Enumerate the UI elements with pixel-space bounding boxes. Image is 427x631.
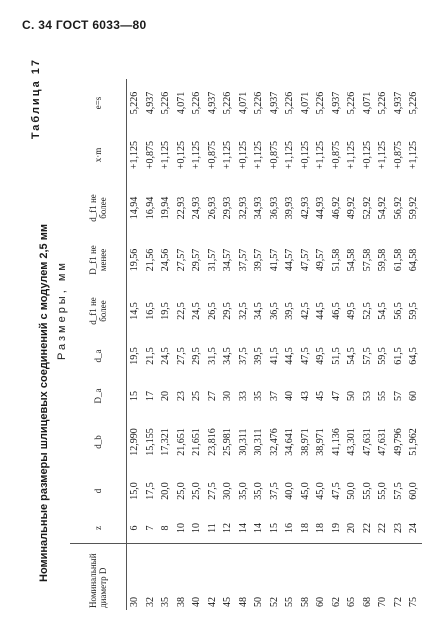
table-cell: 44,93 <box>315 196 327 220</box>
table-cell: 8 <box>160 525 172 531</box>
column-header: D_a <box>70 377 127 415</box>
table-cell: +1,125 <box>346 140 358 170</box>
table-cell: +1,125 <box>315 140 327 170</box>
table-cell: 54,5 <box>377 302 389 320</box>
table-cell: 27,5 <box>206 482 218 500</box>
table-cell: 19,94 <box>160 196 172 220</box>
table-cell: 30,0 <box>222 482 234 500</box>
table-row <box>189 79 205 610</box>
table-cell: 52,5 <box>361 302 373 320</box>
table-cell: 22,5 <box>175 302 187 320</box>
table-cell: 37,5 <box>237 347 249 365</box>
table-cell: 45 <box>220 544 236 611</box>
table-cell: 29,5 <box>191 347 203 365</box>
table-row <box>313 79 329 610</box>
table-cell: 75 <box>406 544 422 611</box>
table-cell: 64,58 <box>408 248 420 272</box>
table-cell: 5,226 <box>408 91 420 115</box>
table-row <box>375 79 391 610</box>
table-cell: 4,071 <box>361 91 373 115</box>
table-row <box>158 79 174 610</box>
table-cell: 19,5 <box>129 347 141 365</box>
table-cell: 5,226 <box>377 91 389 115</box>
table-cell: 34,641 <box>284 428 296 456</box>
table-cell: 10 <box>191 523 203 533</box>
table-cell: 40,0 <box>284 482 296 500</box>
table-cell: 23 <box>175 391 187 401</box>
table-row <box>251 79 267 610</box>
table-cell: 44,5 <box>284 347 296 365</box>
table-cell: 35 <box>158 544 174 611</box>
table-cell: 21,651 <box>175 428 187 456</box>
table-cell: 60,0 <box>408 482 420 500</box>
table-row <box>220 79 236 610</box>
table-cell: 25,981 <box>222 428 234 456</box>
table-cell: 34,57 <box>222 248 234 272</box>
table-cell: 39,5 <box>284 302 296 320</box>
page-header: С. 34 ГОСТ 6033—80 <box>22 18 147 32</box>
table-cell: 19,56 <box>129 248 141 272</box>
table-cell: 26,93 <box>206 196 218 220</box>
table-cell: 20 <box>346 523 358 533</box>
table-cell: 51,962 <box>408 428 420 456</box>
table-title: Номинальные размеры шлицевых соединений с модулем 2,5 мм <box>38 223 50 582</box>
table-cell: 56,5 <box>392 302 404 320</box>
table-cell: 37 <box>268 391 280 401</box>
table-cell: +0,875 <box>330 140 342 170</box>
table-row <box>329 79 345 610</box>
table-cell: 57,5 <box>361 347 373 365</box>
table-cell: 15,155 <box>144 428 156 456</box>
table-row <box>143 79 159 610</box>
table-cell: 45,0 <box>299 482 311 500</box>
table-cell: 38,971 <box>315 428 327 456</box>
table-cell: 54,5 <box>346 347 358 365</box>
table-cell: 24,93 <box>191 196 203 220</box>
table-row <box>391 79 407 610</box>
table-cell: 6 <box>129 525 141 531</box>
table-cell: 57,5 <box>392 482 404 500</box>
table-cell: 49,5 <box>315 347 327 365</box>
table-cell: 22,93 <box>175 196 187 220</box>
table-cell: 38,971 <box>299 428 311 456</box>
table-cell: 19 <box>330 523 342 533</box>
table-cell: +0,875 <box>268 140 280 170</box>
table-cell: 30 <box>222 391 234 401</box>
table-cell: 5,226 <box>222 91 234 115</box>
table-cell: 5,226 <box>191 91 203 115</box>
table-cell: 17 <box>144 391 156 401</box>
table-cell: 52,92 <box>361 196 373 220</box>
table-label: Таблица 17 <box>30 58 42 140</box>
table-cell: 36,5 <box>268 302 280 320</box>
table-cell: 55,0 <box>361 482 373 500</box>
table-cell: 41,57 <box>268 248 280 272</box>
table-cell: 16 <box>284 523 296 533</box>
table-cell: 65 <box>344 544 360 611</box>
table-cell: 37,5 <box>268 482 280 500</box>
table-cell: 21,5 <box>144 347 156 365</box>
table-cell: 5,226 <box>315 91 327 115</box>
table-row <box>127 79 143 610</box>
table-cell: 35 <box>253 391 265 401</box>
table-cell: 49,5 <box>346 302 358 320</box>
table-cell: 23 <box>392 523 404 533</box>
table-cell: 17,321 <box>160 428 172 456</box>
table-cell: 39,5 <box>253 347 265 365</box>
spline-dimensions-table <box>70 79 422 610</box>
table-cell: 59,5 <box>377 347 389 365</box>
table-cell: 68 <box>360 544 376 611</box>
table-cell: 11 <box>206 523 218 533</box>
table-cell: 72 <box>391 544 407 611</box>
table-row <box>267 79 283 610</box>
rotated-table-block <box>26 50 420 610</box>
table-cell: 30 <box>127 544 143 611</box>
table-cell: 61,5 <box>392 347 404 365</box>
table-cell: +0,875 <box>206 140 218 170</box>
table-cell: 40 <box>284 391 296 401</box>
table-cell: 24,56 <box>160 248 172 272</box>
table-cell: 29,57 <box>191 248 203 272</box>
table-cell: 4,937 <box>206 91 218 115</box>
table-cell: +1,125 <box>191 140 203 170</box>
table-cell: 64,5 <box>408 347 420 365</box>
table-cell: 39,93 <box>284 196 296 220</box>
table-cell: 49,92 <box>346 196 358 220</box>
table-cell: 34,5 <box>253 302 265 320</box>
table-cell: +0,125 <box>175 140 187 170</box>
table-cell: 57,58 <box>361 248 373 272</box>
table-row <box>298 79 314 610</box>
table-cell: 31,5 <box>206 347 218 365</box>
table-row <box>344 79 360 610</box>
table-cell: 12 <box>222 523 234 533</box>
table-cell: 4,071 <box>175 91 187 115</box>
table-cell: 53 <box>361 391 373 401</box>
table-cell: 45 <box>315 391 327 401</box>
table-cell: 40 <box>189 544 205 611</box>
table-cell: 47,5 <box>330 482 342 500</box>
table-cell: 25,0 <box>191 482 203 500</box>
table-cell: 54,92 <box>377 196 389 220</box>
table-cell: 34,5 <box>222 347 234 365</box>
table-cell: 14 <box>253 523 265 533</box>
table-cell: +1,125 <box>253 140 265 170</box>
table-cell: 19,5 <box>160 302 172 320</box>
table-row <box>236 79 252 610</box>
column-header: d_a <box>70 335 127 377</box>
table-cell: 37,57 <box>237 248 249 272</box>
table-cell: 56,92 <box>392 196 404 220</box>
column-header: d_b <box>70 415 127 469</box>
table-cell: 32,476 <box>268 428 280 456</box>
table-cell: 42,5 <box>299 302 311 320</box>
table-cell: +1,125 <box>284 140 296 170</box>
table-cell: 60 <box>408 391 420 401</box>
table-cell: 25 <box>191 391 203 401</box>
table-cell: 22 <box>361 523 373 533</box>
table-cell: 22 <box>377 523 389 533</box>
table-cell: 4,937 <box>144 91 156 115</box>
table-cell: 32,93 <box>237 196 249 220</box>
table-cell: 10 <box>175 523 187 533</box>
table-cell: 27 <box>206 391 218 401</box>
table-cell: 48 <box>236 544 252 611</box>
table-cell: 27,5 <box>175 347 187 365</box>
table-cell: 46,5 <box>330 302 342 320</box>
table-cell: 58 <box>298 544 314 611</box>
table-cell: 44,57 <box>284 248 296 272</box>
table-cell: 36,93 <box>268 196 280 220</box>
table-cell: 55,0 <box>377 482 389 500</box>
table-cell: 59,5 <box>408 302 420 320</box>
table-body <box>127 79 422 610</box>
table-cell: 38 <box>174 544 190 611</box>
table-cell: 35,0 <box>237 482 249 500</box>
table-cell: +1,125 <box>129 140 141 170</box>
table-cell: 20 <box>160 391 172 401</box>
table-cell: 51,58 <box>330 248 342 272</box>
table-row <box>282 79 298 610</box>
table-cell: +0,125 <box>237 140 249 170</box>
table-cell: 5,226 <box>253 91 265 115</box>
table-cell: 29,5 <box>222 302 234 320</box>
table-cell: 5,226 <box>160 91 172 115</box>
table-cell: 39,57 <box>253 248 265 272</box>
table-cell: 24,5 <box>160 347 172 365</box>
table-cell: 43,301 <box>346 428 358 456</box>
table-cell: 12,990 <box>129 428 141 456</box>
table-cell: 17,5 <box>144 482 156 500</box>
table-row <box>174 79 190 610</box>
table-cell: 46,92 <box>330 196 342 220</box>
table-cell: 54,58 <box>346 248 358 272</box>
column-header: z <box>70 513 127 544</box>
table-cell: 50,0 <box>346 482 358 500</box>
table-cell: 27,57 <box>175 248 187 272</box>
table-row <box>406 79 422 610</box>
table-cell: 16,5 <box>144 302 156 320</box>
table-cell: 47,57 <box>299 248 311 272</box>
table-cell: 55 <box>282 544 298 611</box>
table-cell: 5,226 <box>346 91 358 115</box>
table-cell: 50 <box>251 544 267 611</box>
table-cell: 26,5 <box>206 302 218 320</box>
table-cell: +0,875 <box>144 140 156 170</box>
table-cell: 61,58 <box>392 248 404 272</box>
table-cell: +0,875 <box>392 140 404 170</box>
table-cell: 44,5 <box>315 302 327 320</box>
table-cell: 62 <box>329 544 345 611</box>
table-cell: 51,5 <box>330 347 342 365</box>
table-cell: 43 <box>299 391 311 401</box>
table-cell: 34,93 <box>253 196 265 220</box>
table-cell: 60 <box>313 544 329 611</box>
column-header: D_f1 не менее <box>70 233 127 287</box>
table-cell: 14,5 <box>129 302 141 320</box>
table-cell: 16,94 <box>144 196 156 220</box>
table-cell: 21,56 <box>144 248 156 272</box>
table-cell: 15 <box>129 391 141 401</box>
table-cell: 18 <box>315 523 327 533</box>
table-cell: 47,631 <box>377 428 389 456</box>
table-cell: 21,651 <box>191 428 203 456</box>
column-header: d_f1 не более <box>70 183 127 233</box>
column-header: Номинальный диаметр D <box>70 544 127 611</box>
table-cell: 50 <box>346 391 358 401</box>
table-cell: +0,125 <box>361 140 373 170</box>
column-header: e=s <box>70 79 127 127</box>
table-cell: 15 <box>268 523 280 533</box>
table-cell: 14 <box>237 523 249 533</box>
table-cell: 23,816 <box>206 428 218 456</box>
table-cell: 4,937 <box>268 91 280 115</box>
table-cell: 45,0 <box>315 482 327 500</box>
column-header: d_f1 не более <box>70 287 127 335</box>
table-header-row <box>70 79 127 610</box>
table-cell: 15,0 <box>129 482 141 500</box>
table-cell: 4,071 <box>237 91 249 115</box>
table-cell: 5,226 <box>129 91 141 115</box>
table-row <box>205 79 221 610</box>
table-cell: 42,93 <box>299 196 311 220</box>
table-cell: 41,5 <box>268 347 280 365</box>
table-cell: 24 <box>408 523 420 533</box>
table-cell: 57 <box>392 391 404 401</box>
table-cell: 5,226 <box>284 91 296 115</box>
table-cell: 32 <box>143 544 159 611</box>
table-cell: 14,94 <box>129 196 141 220</box>
table-subtitle: Размеры, мм <box>56 260 68 360</box>
table-cell: 24,5 <box>191 302 203 320</box>
table-cell: 47 <box>330 391 342 401</box>
table-cell: 70 <box>375 544 391 611</box>
table-cell: 30,311 <box>237 428 249 456</box>
table-cell: 33 <box>237 391 249 401</box>
table-cell: 59,58 <box>377 248 389 272</box>
table-cell: 47,631 <box>361 428 373 456</box>
table-cell: 25,0 <box>175 482 187 500</box>
table-cell: +1,125 <box>408 140 420 170</box>
table-row <box>360 79 376 610</box>
table-cell: 31,57 <box>206 248 218 272</box>
table-cell: 59,92 <box>408 196 420 220</box>
table-cell: 42 <box>205 544 221 611</box>
table-cell: 52 <box>267 544 283 611</box>
table-cell: 4,071 <box>299 91 311 115</box>
table-cell: 29,93 <box>222 196 234 220</box>
table-cell: 49,57 <box>315 248 327 272</box>
table-cell: +1,125 <box>377 140 389 170</box>
table-cell: 20,0 <box>160 482 172 500</box>
table-cell: 41,136 <box>330 428 342 456</box>
table-cell: 49,796 <box>392 428 404 456</box>
table-cell: 32,5 <box>237 302 249 320</box>
table-cell: 55 <box>377 391 389 401</box>
table-cell: 4,937 <box>330 91 342 115</box>
column-header: d <box>70 469 127 513</box>
table-cell: +0,125 <box>299 140 311 170</box>
table-cell: 4,937 <box>392 91 404 115</box>
table-cell: +1,125 <box>160 140 172 170</box>
table-cell: 30,311 <box>253 428 265 456</box>
table-cell: 7 <box>144 525 156 531</box>
table-cell: 47,5 <box>299 347 311 365</box>
table-cell: 18 <box>299 523 311 533</box>
table-cell: +1,125 <box>222 140 234 170</box>
table-cell: 35,0 <box>253 482 265 500</box>
column-header: x·m <box>70 127 127 183</box>
